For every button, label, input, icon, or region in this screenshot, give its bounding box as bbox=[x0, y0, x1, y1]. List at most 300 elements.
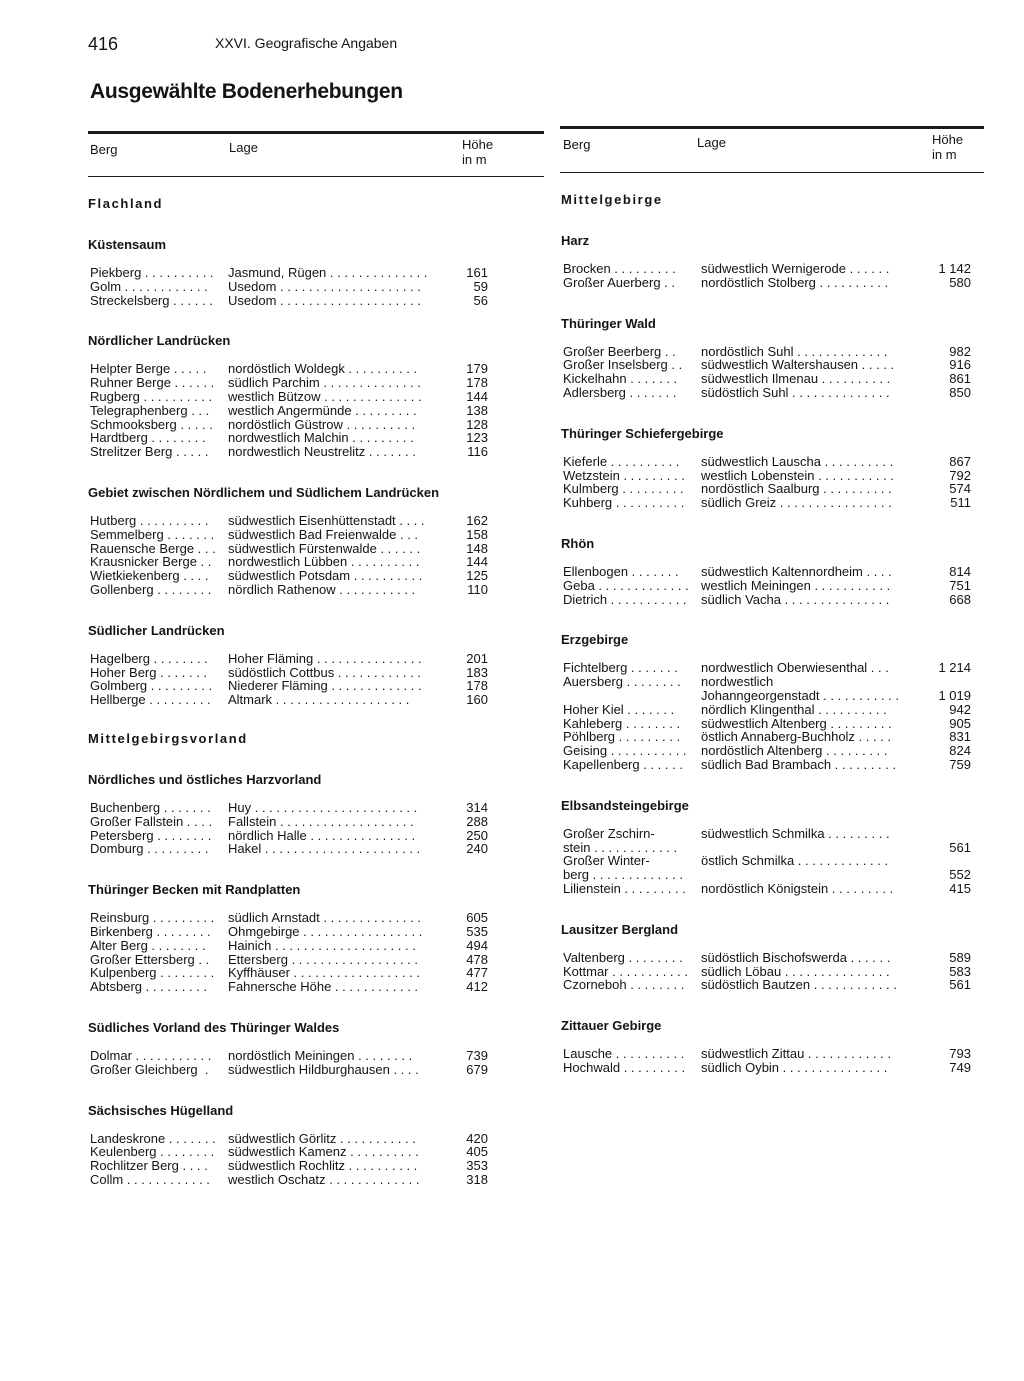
table-row bbox=[88, 445, 488, 459]
mountain-list bbox=[561, 1047, 971, 1075]
table-row bbox=[88, 1173, 488, 1187]
mountain-location: südwestlich Potsdam . . . . . . . . . . bbox=[228, 568, 423, 584]
table-row bbox=[561, 730, 971, 744]
mountain-name: Keulenberg . . . . . . . . bbox=[90, 1144, 215, 1160]
mountain-location: Fallstein . . . . . . . . . . . . . . . . . . . bbox=[228, 813, 414, 829]
table-row bbox=[561, 345, 971, 359]
table-row bbox=[88, 939, 488, 953]
mountain-location: südwestlich Wernigerode . . . . . . bbox=[701, 261, 890, 276]
table-row bbox=[561, 703, 971, 717]
table-row bbox=[561, 565, 971, 579]
mountain-location: südlich Vacha . . . . . . . . . . . . . . . bbox=[701, 591, 890, 607]
mountain-height: 148 bbox=[466, 540, 488, 556]
mountain-location: nordöstlich Güstrow . . . . . . . . . . bbox=[228, 416, 416, 432]
header-lage-left: Lage bbox=[229, 140, 258, 155]
mountain-name: Rochlitzer Berg . . . . bbox=[90, 1158, 208, 1174]
table-row bbox=[88, 1063, 488, 1077]
mountain-name: Ellenbogen . . . . . . . bbox=[563, 563, 679, 579]
mountain-height: 793 bbox=[949, 1046, 971, 1062]
mountain-location: nordöstlich Altenberg . . . . . . . . . bbox=[701, 743, 888, 759]
mountain-name: Schmooksberg . . . . . bbox=[90, 416, 213, 432]
mountain-name: Dietrich . . . . . . . . . . . bbox=[563, 591, 687, 607]
mountain-name: Geising . . . . . . . . . . . bbox=[563, 743, 687, 759]
mountain-location: nordöstlich Saalburg . . . . . . . . . . bbox=[701, 481, 892, 497]
table-row bbox=[88, 666, 488, 680]
table-row bbox=[561, 262, 971, 276]
mountain-name: Pöhlberg . . . . . . . . . bbox=[563, 729, 681, 745]
mountain-name: Hochwald . . . . . . . . . bbox=[563, 1059, 686, 1075]
region-heading: Nördlicher Landrücken bbox=[88, 333, 231, 349]
mountain-location: Fahnersche Höhe . . . . . . . . . . . . bbox=[228, 979, 419, 995]
mountain-height: 831 bbox=[949, 729, 971, 745]
mountain-location: südwestlich Rochlitz . . . . . . . . . . bbox=[228, 1158, 418, 1174]
mountain-height: 158 bbox=[466, 526, 488, 542]
mountain-height: 318 bbox=[466, 1171, 488, 1187]
mountain-location: südwestlich Zittau . . . . . . . . . . . . bbox=[701, 1046, 892, 1062]
table-row bbox=[88, 925, 488, 939]
mountain-name: Golmberg . . . . . . . . . bbox=[90, 678, 213, 694]
mountain-name: Krausnicker Berge . . bbox=[90, 554, 212, 570]
mountain-list bbox=[561, 951, 971, 992]
table-row bbox=[88, 555, 488, 569]
mountain-location: westlich Bützow . . . . . . . . . . . . . . bbox=[228, 388, 422, 404]
mountain-height: 792 bbox=[949, 467, 971, 483]
mountain-name: Kickelhahn . . . . . . . bbox=[563, 371, 678, 387]
table-row bbox=[561, 593, 971, 607]
table-row bbox=[88, 679, 488, 693]
mountain-location: nordöstlich Stolberg . . . . . . . . . . bbox=[701, 274, 889, 290]
right-column bbox=[561, 172, 971, 1075]
table-row bbox=[88, 294, 488, 308]
region-heading: Südlicher Landrücken bbox=[88, 622, 225, 638]
mountain-location: westlich Angermünde . . . . . . . . . bbox=[228, 402, 417, 418]
mountain-height: 138 bbox=[466, 402, 488, 418]
page-title: Ausgewählte Bodenerhebungen bbox=[90, 80, 403, 103]
table-row bbox=[561, 661, 971, 675]
mountain-name: Gollenberg . . . . . . . . bbox=[90, 581, 212, 597]
mountain-list bbox=[88, 266, 488, 307]
table-row bbox=[561, 854, 971, 882]
mountain-name: Helpter Berge . . . . . bbox=[90, 361, 207, 377]
header-hoehe-left bbox=[462, 137, 493, 167]
mountain-height: 861 bbox=[949, 371, 971, 387]
mountain-location: nördlich Klingenthal . . . . . . . . . . bbox=[701, 701, 887, 717]
mountain-name: Semmelberg . . . . . . . bbox=[90, 526, 215, 542]
mountain-height: 583 bbox=[949, 963, 971, 979]
table-row bbox=[88, 583, 488, 597]
mountain-height: 56 bbox=[473, 292, 488, 308]
table-row bbox=[561, 496, 971, 510]
mountain-height: 494 bbox=[466, 937, 488, 953]
mountain-location: südöstlich Bischofswerda . . . . . . bbox=[701, 949, 891, 965]
mountain-location: nördlich Halle . . . . . . . . . . . . . . . bbox=[228, 827, 416, 843]
table-row bbox=[561, 675, 971, 703]
mountain-list bbox=[88, 514, 488, 597]
table-row bbox=[561, 882, 971, 896]
mountain-location: südwestlich Bad Freienwalde . . . bbox=[228, 526, 419, 542]
mountain-name: Großer Inselsberg . . bbox=[563, 357, 683, 373]
mountain-height: 353 bbox=[466, 1158, 488, 1174]
mountain-height: 751 bbox=[949, 577, 971, 593]
mountain-name: Collm . . . . . . . . . . . . bbox=[90, 1171, 210, 1187]
mountain-name: Alter Berg . . . . . . . . bbox=[90, 937, 206, 953]
mountain-name: Wietkiekenberg . . . . bbox=[90, 568, 209, 584]
mountain-height: 314 bbox=[466, 799, 488, 815]
region-heading: Thüringer Schiefergebirge bbox=[561, 425, 724, 441]
mountain-name: Valtenberg . . . . . . . . bbox=[563, 949, 683, 965]
table-row bbox=[88, 980, 488, 994]
mountain-name: Piekberg . . . . . . . . . . bbox=[90, 265, 214, 280]
mountain-name: Großer Zschirn- stein . . . . . . . . . . . . bbox=[563, 825, 678, 855]
mountain-location: südlich Parchim . . . . . . . . . . . . . . bbox=[228, 375, 421, 391]
mountain-location: Kyffhäuser . . . . . . . . . . . . . . . . . . bbox=[228, 965, 420, 981]
mountain-location: südlich Löbau . . . . . . . . . . . . . . . bbox=[701, 963, 890, 979]
table-row bbox=[561, 827, 971, 855]
mountain-location: südlich Arnstadt . . . . . . . . . . . . . . bbox=[228, 910, 421, 926]
category-heading: Mittelgebirgsvorland bbox=[88, 730, 248, 746]
mountain-height: 905 bbox=[949, 715, 971, 731]
mountain-height: 561 bbox=[949, 977, 971, 993]
mountain-location: südwestlich Lauscha . . . . . . . . . . bbox=[701, 453, 894, 469]
category-heading: Flachland bbox=[88, 196, 164, 211]
mountain-location: nordwestlich Neustrelitz . . . . . . . bbox=[228, 444, 416, 460]
table-row bbox=[88, 911, 488, 925]
header-hoehe-label: Höhe bbox=[462, 137, 494, 152]
header-berg-left: Berg bbox=[90, 142, 118, 157]
mountain-location: südöstlich Suhl . . . . . . . . . . . . . . bbox=[701, 384, 890, 400]
mountain-location: südlich Oybin . . . . . . . . . . . . . . . bbox=[701, 1059, 888, 1075]
mountain-list bbox=[561, 345, 971, 400]
mountain-name: Hoher Berg . . . . . . . bbox=[90, 664, 208, 680]
table-row bbox=[88, 966, 488, 980]
mountain-name: Czorneboh . . . . . . . . bbox=[563, 977, 685, 993]
table-row bbox=[88, 431, 488, 445]
mountain-location: westlich Oschatz . . . . . . . . . . . . . bbox=[228, 1171, 420, 1187]
mountain-height: 535 bbox=[466, 923, 488, 939]
mountain-height: 240 bbox=[466, 841, 488, 857]
table-row bbox=[561, 951, 971, 965]
mountain-list bbox=[561, 455, 971, 510]
mountain-height: 412 bbox=[466, 979, 488, 995]
mountain-name: Hardtberg . . . . . . . . bbox=[90, 430, 206, 446]
mountain-list bbox=[561, 262, 971, 290]
header-hoehe-unit: in m bbox=[932, 147, 957, 162]
table-row bbox=[88, 376, 488, 390]
mountain-location: südwestlich Görlitz . . . . . . . . . . . bbox=[228, 1130, 416, 1146]
mountain-location: Hoher Fläming . . . . . . . . . . . . . . . bbox=[228, 650, 422, 666]
region-heading: Lausitzer Bergland bbox=[561, 921, 679, 937]
mountain-location: südöstlich Bautzen . . . . . . . . . . . . bbox=[701, 977, 897, 993]
region-heading: Südliches Vorland des Thüringer Waldes bbox=[88, 1019, 340, 1035]
mountain-location: südwestlich Kaltennordheim . . . . bbox=[701, 563, 892, 579]
mountain-name: Ruhner Berge . . . . . . bbox=[90, 375, 215, 391]
mountain-height: 178 bbox=[466, 375, 488, 391]
mountain-location: südwestlich Kamenz . . . . . . . . . . bbox=[228, 1144, 419, 1160]
table-row bbox=[561, 758, 971, 772]
mountain-list bbox=[561, 827, 971, 896]
mountain-height: 162 bbox=[466, 512, 488, 528]
mountain-location: Hakel . . . . . . . . . . . . . . . . . . . . . . bbox=[228, 841, 421, 857]
mountain-name: Kahleberg . . . . . . . . bbox=[563, 715, 681, 731]
mountain-list bbox=[88, 801, 488, 856]
mountain-name: Dolmar . . . . . . . . . . . bbox=[90, 1047, 212, 1063]
table-row bbox=[88, 1159, 488, 1173]
category-heading: Mittelgebirge bbox=[561, 192, 663, 207]
mountain-height: 161 bbox=[466, 265, 488, 280]
mountain-name: Großer Gleichberg . bbox=[90, 1061, 209, 1077]
mountain-height: 405 bbox=[466, 1144, 488, 1160]
mountain-location: westlich Meiningen . . . . . . . . . . . bbox=[701, 577, 891, 593]
mountain-height: 679 bbox=[466, 1061, 488, 1077]
mountain-height: 1 214 bbox=[938, 660, 971, 676]
mountain-name: Großer Fallstein . . . . bbox=[90, 813, 213, 829]
region-heading: Erzgebirge bbox=[561, 632, 629, 648]
table-row bbox=[88, 390, 488, 404]
mountain-location: nordöstlich Woldegk . . . . . . . . . . bbox=[228, 361, 418, 377]
mountain-location: südwestlich Eisenhüttenstadt . . . . bbox=[228, 512, 425, 528]
table-row bbox=[561, 744, 971, 758]
table-row bbox=[88, 693, 488, 707]
mountain-location: nördlich Rathenow . . . . . . . . . . . bbox=[228, 581, 416, 597]
mountain-list bbox=[561, 661, 971, 771]
table-row bbox=[88, 266, 488, 280]
mountain-height: 589 bbox=[949, 949, 971, 965]
mountain-height: 668 bbox=[949, 591, 971, 607]
mountain-height: 867 bbox=[949, 453, 971, 469]
mountain-height: 759 bbox=[949, 756, 971, 772]
mountain-height: 580 bbox=[949, 274, 971, 290]
table-row bbox=[88, 829, 488, 843]
mountain-height: 982 bbox=[949, 343, 971, 359]
mountain-height: 1 142 bbox=[938, 261, 971, 276]
mountain-height: 160 bbox=[466, 692, 488, 708]
table-row bbox=[88, 1145, 488, 1159]
table-row bbox=[561, 358, 971, 372]
mountain-height: 916 bbox=[949, 357, 971, 373]
mountain-height: 116 bbox=[467, 444, 488, 460]
mountain-name: Hagelberg . . . . . . . . bbox=[90, 650, 208, 666]
mountain-list bbox=[88, 1132, 488, 1187]
table-row bbox=[88, 1132, 488, 1146]
mountain-name: Auersberg . . . . . . . . bbox=[563, 674, 681, 690]
mountain-name: Hoher Kiel . . . . . . . bbox=[563, 701, 675, 717]
mountain-location: Ettersberg . . . . . . . . . . . . . . . . . . bbox=[228, 951, 418, 967]
mountain-name: Birkenberg . . . . . . . . bbox=[90, 923, 211, 939]
mountain-location: südwestlich Schmilka . . . . . . . . . bbox=[701, 825, 890, 841]
mountain-location: südwestlich Ilmenau . . . . . . . . . . bbox=[701, 371, 891, 387]
table-row bbox=[561, 579, 971, 593]
mountain-height: 144 bbox=[466, 388, 488, 404]
mountain-name: Hellberge . . . . . . . . . bbox=[90, 692, 211, 708]
mountain-name: Brocken . . . . . . . . . bbox=[563, 261, 676, 276]
header-top-rule-right bbox=[560, 126, 984, 129]
mountain-height: 942 bbox=[949, 701, 971, 717]
mountain-list bbox=[561, 565, 971, 606]
mountain-height: 420 bbox=[466, 1130, 488, 1146]
mountain-location: südöstlich Cottbus . . . . . . . . . . . . bbox=[228, 664, 421, 680]
mountain-height: 814 bbox=[949, 563, 971, 579]
header-hoehe-right bbox=[932, 132, 963, 162]
table-row bbox=[561, 469, 971, 483]
mountain-height: 178 bbox=[466, 678, 488, 694]
table-row bbox=[88, 542, 488, 556]
mountain-name: Reinsburg . . . . . . . . . bbox=[90, 910, 215, 926]
mountain-location: Usedom . . . . . . . . . . . . . . . . . . . . bbox=[228, 292, 421, 308]
mountain-height: 125 bbox=[466, 568, 488, 584]
mountain-height: 478 bbox=[466, 951, 488, 967]
mountain-height: 749 bbox=[949, 1059, 971, 1075]
chapter-title: XXVI. Geografische Angaben bbox=[215, 35, 398, 51]
region-heading: Gebiet zwischen Nördlichem und Südlichem Landrücken bbox=[88, 484, 440, 500]
mountain-name: Rauensche Berge . . . bbox=[90, 540, 216, 556]
mountain-list bbox=[88, 652, 488, 707]
table-row bbox=[88, 514, 488, 528]
mountain-name: Kulmberg . . . . . . . . . bbox=[563, 481, 684, 497]
mountain-location: südwestlich Hildburghausen . . . . bbox=[228, 1061, 419, 1077]
mountain-name: Domburg . . . . . . . . . bbox=[90, 841, 209, 857]
mountain-location: Hainich . . . . . . . . . . . . . . . . . . . . bbox=[228, 937, 416, 953]
mountain-height: 561 bbox=[949, 839, 971, 855]
mountain-location: nordwestlich Johanngeorgenstadt . . . . . . . . . . . bbox=[701, 674, 900, 703]
mountain-name: Telegraphenberg . . . bbox=[90, 402, 210, 418]
mountain-name: Strelitzer Berg . . . . . bbox=[90, 444, 209, 460]
header-lage-right: Lage bbox=[697, 135, 726, 150]
mountain-name: Rugberg . . . . . . . . . . bbox=[90, 388, 213, 404]
mountain-height: 605 bbox=[466, 910, 488, 926]
mountain-height: 739 bbox=[466, 1047, 488, 1063]
table-row bbox=[88, 280, 488, 294]
region-heading: Thüringer Becken mit Randplatten bbox=[88, 882, 301, 898]
mountain-name: Hutberg . . . . . . . . . . bbox=[90, 512, 209, 528]
mountain-location: Jasmund, Rügen . . . . . . . . . . . . . . bbox=[228, 265, 428, 280]
mountain-name: Kuhberg . . . . . . . . . . bbox=[563, 495, 685, 511]
region-heading: Harz bbox=[561, 233, 590, 248]
mountain-location: Altmark . . . . . . . . . . . . . . . . . . . bbox=[228, 692, 410, 708]
mountain-name: Großer Beerberg . . bbox=[563, 343, 676, 359]
table-row bbox=[88, 842, 488, 856]
table-row bbox=[561, 455, 971, 469]
mountain-location: westlich Lobenstein . . . . . . . . . . . bbox=[701, 467, 894, 483]
table-row bbox=[561, 965, 971, 979]
mountain-name: Geba . . . . . . . . . . . . . bbox=[563, 577, 689, 593]
mountain-location: südwestlich Waltershausen . . . . . bbox=[701, 357, 895, 373]
mountain-name: Kulpenberg . . . . . . . . bbox=[90, 965, 215, 981]
region-heading: Rhön bbox=[561, 535, 595, 551]
mountain-height: 128 bbox=[466, 416, 488, 432]
mountain-location: nordwestlich Lübben . . . . . . . . . . bbox=[228, 554, 420, 570]
region-heading: Küstensaum bbox=[88, 237, 167, 252]
table-row bbox=[88, 953, 488, 967]
mountain-height: 59 bbox=[473, 278, 488, 294]
mountain-height: 824 bbox=[949, 743, 971, 759]
region-heading: Nördliches und östliches Harzvorland bbox=[88, 771, 322, 787]
mountain-name: Petersberg . . . . . . . . bbox=[90, 827, 212, 843]
mountain-location: südlich Bad Brambach . . . . . . . . . bbox=[701, 756, 897, 772]
mountain-name: Großer Auerberg . . bbox=[563, 274, 675, 290]
table-row bbox=[561, 1061, 971, 1075]
table-row bbox=[88, 528, 488, 542]
mountain-location: südwestlich Fürstenwalde . . . . . . bbox=[228, 540, 421, 556]
mountain-name: Abtsberg . . . . . . . . . bbox=[90, 979, 208, 995]
region-heading: Thüringer Wald bbox=[561, 315, 656, 331]
mountain-name: Landeskrone . . . . . . . bbox=[90, 1130, 216, 1146]
table-row bbox=[88, 569, 488, 583]
mountain-location: östlich Schmilka . . . . . . . . . . . . . bbox=[701, 853, 889, 869]
mountain-height: 250 bbox=[466, 827, 488, 843]
mountain-name: Kottmar . . . . . . . . . . . bbox=[563, 963, 688, 979]
mountain-location: nordöstlich Königstein . . . . . . . . . bbox=[701, 880, 894, 896]
mountain-height: 201 bbox=[466, 650, 488, 666]
region-heading: Sächsisches Hügelland bbox=[88, 1102, 234, 1118]
mountain-height: 123 bbox=[466, 430, 488, 446]
region-heading: Elbsandsteingebirge bbox=[561, 797, 689, 813]
mountain-location: nordwestlich Malchin . . . . . . . . . bbox=[228, 430, 414, 446]
mountain-list bbox=[88, 911, 488, 994]
left-column bbox=[88, 176, 488, 1187]
table-row bbox=[88, 1049, 488, 1063]
mountain-height: 511 bbox=[950, 495, 971, 511]
table-row bbox=[561, 386, 971, 400]
mountain-height: 110 bbox=[467, 581, 488, 597]
mountain-height: 415 bbox=[949, 880, 971, 896]
mountain-location: nordöstlich Suhl . . . . . . . . . . . . . bbox=[701, 343, 888, 359]
header-top-rule-left bbox=[88, 131, 544, 134]
mountain-height: 144 bbox=[466, 554, 488, 570]
mountain-name: Kieferle . . . . . . . . . . bbox=[563, 453, 680, 469]
page-number: 416 bbox=[88, 34, 119, 54]
mountain-name: Streckelsberg . . . . . . bbox=[90, 292, 213, 308]
mountain-height: 477 bbox=[466, 965, 488, 981]
table-row bbox=[88, 404, 488, 418]
table-row bbox=[88, 418, 488, 432]
mountain-name: Buchenberg . . . . . . . bbox=[90, 799, 211, 815]
mountain-height: 288 bbox=[466, 813, 488, 829]
mountain-location: Usedom . . . . . . . . . . . . . . . . . . . . bbox=[228, 278, 421, 294]
table-row bbox=[88, 815, 488, 829]
mountain-name: Golm . . . . . . . . . . . . bbox=[90, 278, 208, 294]
mountain-location: Huy . . . . . . . . . . . . . . . . . . . . . . . bbox=[228, 799, 418, 815]
table-row bbox=[88, 652, 488, 666]
table-row bbox=[88, 362, 488, 376]
mountain-name: Wetzstein . . . . . . . . . bbox=[563, 467, 685, 483]
table-row bbox=[561, 372, 971, 386]
mountain-location: nordwestlich Oberwiesenthal . . . bbox=[701, 660, 889, 676]
mountain-name: Adlersberg . . . . . . . bbox=[563, 384, 677, 400]
mountain-location: östlich Annaberg-Buchholz . . . . . bbox=[701, 729, 892, 745]
mountain-name: Lilienstein . . . . . . . . . bbox=[563, 880, 686, 896]
table-row bbox=[88, 801, 488, 815]
mountain-name: Großer Ettersberg . . bbox=[90, 951, 210, 967]
table-row bbox=[561, 717, 971, 731]
mountain-name: Fichtelberg . . . . . . . bbox=[563, 660, 678, 676]
mountain-height: 574 bbox=[949, 481, 971, 497]
mountain-list bbox=[88, 362, 488, 459]
table-row bbox=[561, 482, 971, 496]
mountain-list bbox=[88, 1049, 488, 1077]
header-hoehe-label: Höhe bbox=[932, 132, 964, 147]
mountain-height: 183 bbox=[466, 664, 488, 680]
mountain-name: Lausche . . . . . . . . . . bbox=[563, 1046, 685, 1062]
mountain-height: 1 019 bbox=[938, 687, 971, 703]
mountain-height: 552 bbox=[949, 867, 971, 883]
mountain-location: Niederer Fläming . . . . . . . . . . . . . bbox=[228, 678, 422, 694]
mountain-height: 179 bbox=[466, 361, 488, 377]
mountain-height: 850 bbox=[949, 384, 971, 400]
header-hoehe-unit: in m bbox=[462, 152, 487, 167]
table-row bbox=[561, 276, 971, 290]
mountain-location: Ohmgebirge . . . . . . . . . . . . . . . . . bbox=[228, 923, 423, 939]
mountain-location: nordöstlich Meiningen . . . . . . . . bbox=[228, 1047, 413, 1063]
